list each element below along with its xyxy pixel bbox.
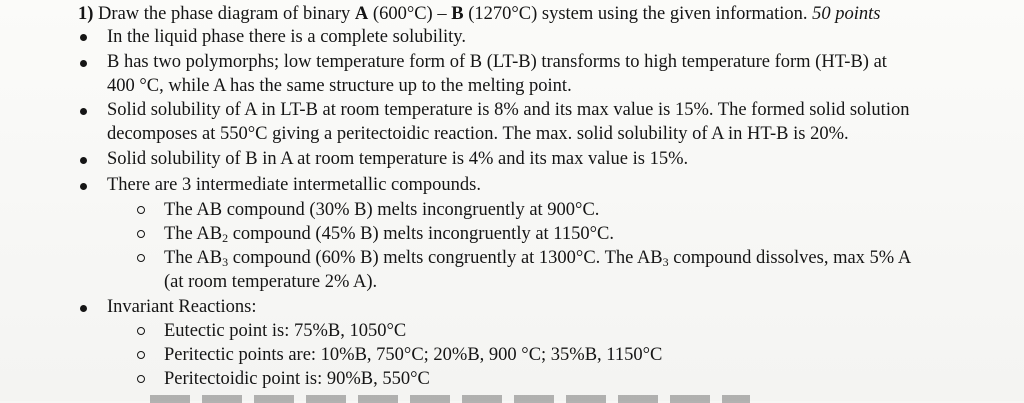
bullet-icon xyxy=(80,305,87,312)
question-points: 50 points xyxy=(812,4,881,24)
compound-ab3-post: compound (60% B) melts congruently at 1300°C. The AB xyxy=(228,248,663,268)
bullet-text: There are 3 intermediate intermetallic compounds. xyxy=(107,175,481,195)
component-b-label: B xyxy=(451,4,464,24)
sub-bullet-icon xyxy=(137,327,145,335)
bullet-text: B has two polymorphs; low temperature form of B (LT-B) transforms to high temperature form (HT-B) at xyxy=(107,52,887,72)
compound-ab3-sub: 3 xyxy=(222,255,229,269)
compound-ab2-post: compound (45% B) melts incongruently at 1150°C. xyxy=(228,224,614,244)
bullet-icon xyxy=(80,157,87,164)
bullet-text: Solid solubility of A in LT-B at room temperature is 8% and its max value is 15%. The formed solid solution xyxy=(107,100,910,120)
component-a-temp: (600°C) – xyxy=(372,4,447,24)
bullet-text: In the liquid phase there is a complete solubility. xyxy=(107,27,466,47)
bullet-icon xyxy=(80,34,87,41)
compound-ab2-pre: The AB xyxy=(164,224,223,244)
invariant-heading: Invariant Reactions: xyxy=(107,297,257,317)
compound-ab3-sub2: 3 xyxy=(662,255,669,269)
sub-bullet-icon xyxy=(137,230,145,238)
sub-bullet-icon xyxy=(137,375,145,383)
compound-ab3-cont: (at room temperature 2% A). xyxy=(164,272,378,292)
compound-ab3-post2: compound dissolves, max 5% A xyxy=(668,248,912,268)
sub-bullet-icon xyxy=(137,351,145,359)
compound-ab2-sub: 2 xyxy=(222,231,229,245)
question-header xyxy=(78,2,881,26)
cut-off-text-fragment xyxy=(150,395,750,403)
bullet-text: Solid solubility of B in A at room temperature is 4% and its max value is 15%. xyxy=(107,149,689,169)
bullet-icon xyxy=(80,183,87,190)
sub-bullet-icon xyxy=(137,254,145,262)
bullet-text-cont: 400 °C, while A has the same structure up to the melting point. xyxy=(107,76,572,96)
bullet-icon xyxy=(80,108,87,115)
component-b-temp: (1270°C) system using the given information. xyxy=(468,4,808,24)
component-a-label: A xyxy=(354,4,369,24)
question-text: Draw the phase diagram of binary xyxy=(98,4,351,24)
compound-ab3-text xyxy=(164,246,911,270)
compound-ab-text: The AB compound (30% B) melts incongruently at 900°C. xyxy=(164,200,600,220)
eutectic-text: Eutectic point is: 75%B, 1050°C xyxy=(164,321,407,341)
peritectoidic-text: Peritectoidic point is: 90%B, 550°C xyxy=(164,369,430,389)
peritectic-text: Peritectic points are: 10%B, 750°C; 20%B, 900 °C; 35%B, 1150°C xyxy=(164,345,663,365)
bullet-text-cont: decomposes at 550°C giving a peritectoidic reaction. The max. solid solubility of A in HT-B is 20%. xyxy=(107,124,849,144)
question-number: 1) xyxy=(78,4,94,24)
sub-bullet-icon xyxy=(137,206,145,214)
compound-ab2-text xyxy=(164,222,614,246)
compound-ab3-pre: The AB xyxy=(164,248,223,268)
bullet-icon xyxy=(80,60,87,67)
